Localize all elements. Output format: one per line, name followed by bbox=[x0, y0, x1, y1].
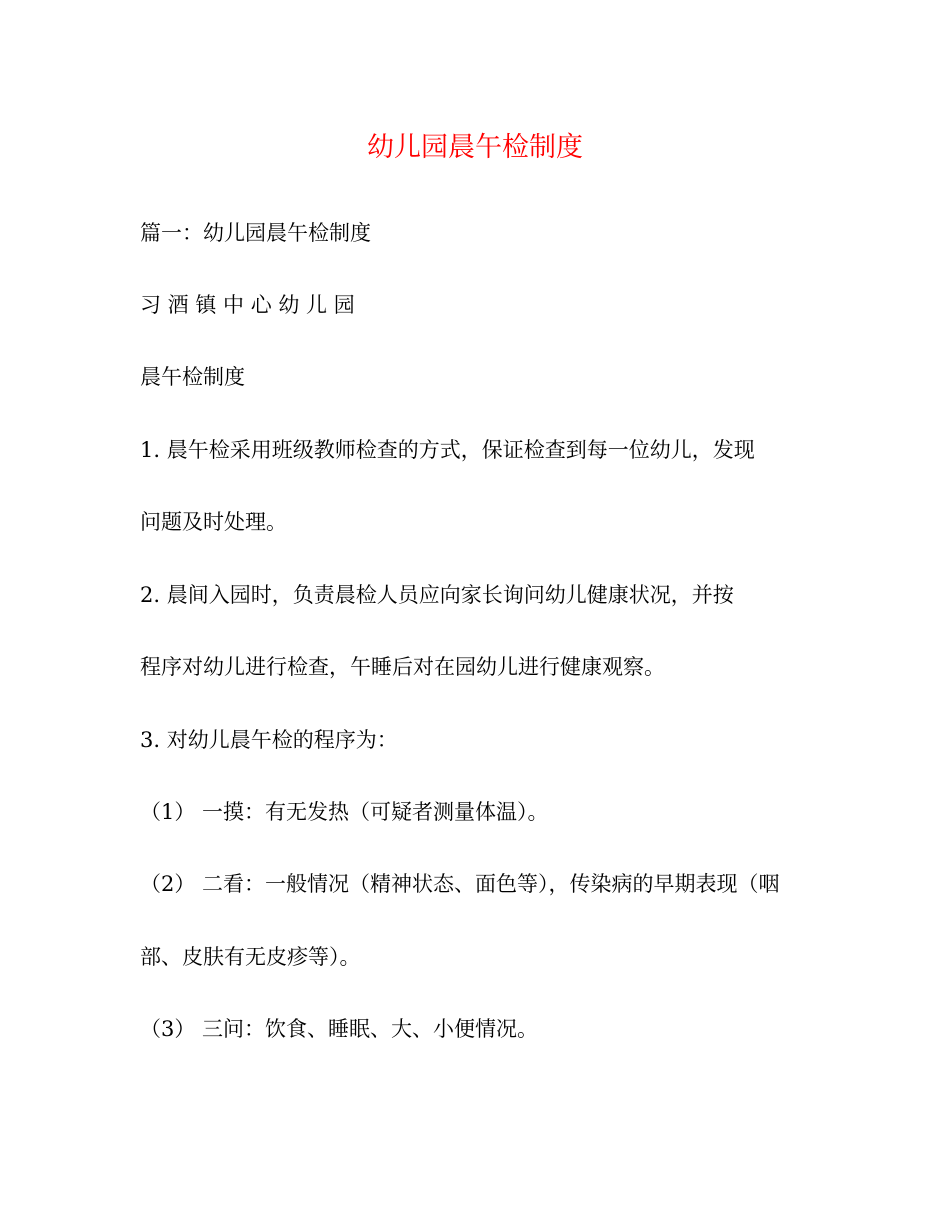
school-name: 习 酒 镇 中 心 幼 儿 园 bbox=[140, 293, 355, 317]
list-item-line: （1） 一摸：有无发热（可疑者测量体温）。 bbox=[140, 800, 549, 824]
paragraph-line: 3. 对幼儿晨午检的程序为： bbox=[140, 728, 398, 752]
section-heading: 篇一：幼儿园晨午检制度 bbox=[140, 221, 371, 245]
list-item-line: 部、皮肤有无皮疹等）。 bbox=[140, 945, 361, 969]
paragraph-line: 程序对幼儿进行检查，午睡后对在园幼儿进行健康观察。 bbox=[140, 655, 665, 679]
document-title: 幼儿园晨午检制度 bbox=[367, 132, 583, 163]
subsection-heading: 晨午检制度 bbox=[140, 365, 245, 389]
list-item-line: （3） 三问：饮食、睡眠、大、小便情况。 bbox=[140, 1017, 539, 1041]
paragraph-line: 问题及时处理。 bbox=[140, 510, 287, 534]
paragraph-line: 1. 晨午检采用班级教师检查的方式，保证检查到每一位幼儿，发现 bbox=[140, 438, 755, 462]
list-item-line: （2） 二看：一般情况（精神状态、面色等），传染病的早期表现（咽 bbox=[140, 872, 780, 896]
paragraph-line: 2. 晨间入园时，负责晨检人员应向家长询问幼儿健康状况，并按 bbox=[140, 583, 734, 607]
